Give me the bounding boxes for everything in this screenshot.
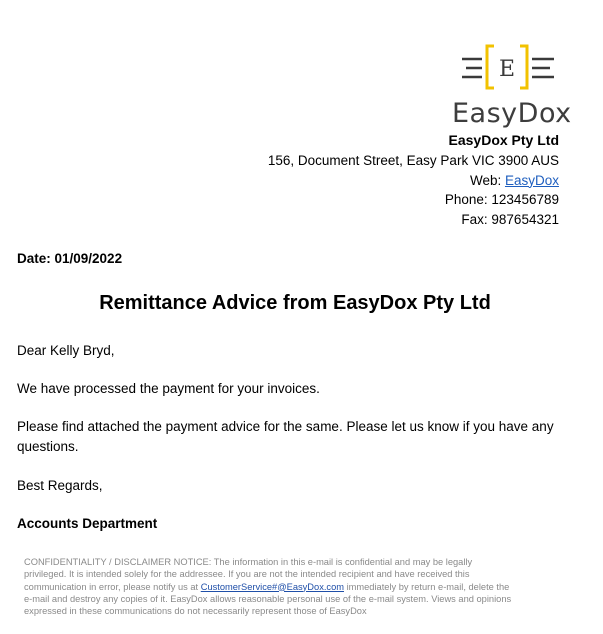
web-link[interactable]: EasyDox <box>504 172 559 188</box>
greeting: Dear Kelly Bryd, <box>17 343 115 358</box>
company-name: EasyDox Pty Ltd <box>448 132 559 148</box>
company-logo <box>452 42 572 129</box>
company-phone: Phone: 123456789 <box>444 192 559 208</box>
logo-letter: E <box>498 57 516 82</box>
company-address-block <box>268 131 559 230</box>
company-fax: Fax: 987654321 <box>461 212 559 228</box>
company-web <box>268 171 559 191</box>
paragraph-payment-processed: We have processed the payment for your invoices. <box>17 381 320 396</box>
closing: Best Regards, <box>17 478 103 493</box>
disclaimer-notice <box>24 556 514 617</box>
company-address: 156, Document Street, Easy Park VIC 3900 AUS <box>267 152 559 168</box>
web-label: Web: <box>469 172 505 188</box>
customer-service-email-link[interactable]: CustomerService#@EasyDox.com <box>200 581 344 592</box>
document-logo-icon <box>460 42 556 92</box>
document-date: Date: 01/09/2022 <box>17 251 123 266</box>
document-title: Remittance Advice from EasyDox Pty Ltd <box>99 292 491 314</box>
disclaimer-text-before: CONFIDENTIALITY / DISCLAIMER NOTICE: The information in this e-mail is confidential and may be legally privileged. It is intended solely for the addressee. If you are not the intended recipient and have received this communication in error, please notify us at <box>24 557 473 592</box>
signature: Accounts Department <box>17 516 158 531</box>
paragraph-payment-advice: Please find attached the payment advice for the same. Please let us know if you have any questions. <box>17 419 554 454</box>
brand-name: EasyDox <box>452 98 572 129</box>
disclaimer-text-after: immediately by return e-mail, delete the e-mail and destroy any copies of it. EasyDox allows reasonable personal use of the e-mail system. Views and opinions expressed in these communications do not necessarily represent those of EasyDox <box>24 581 512 617</box>
